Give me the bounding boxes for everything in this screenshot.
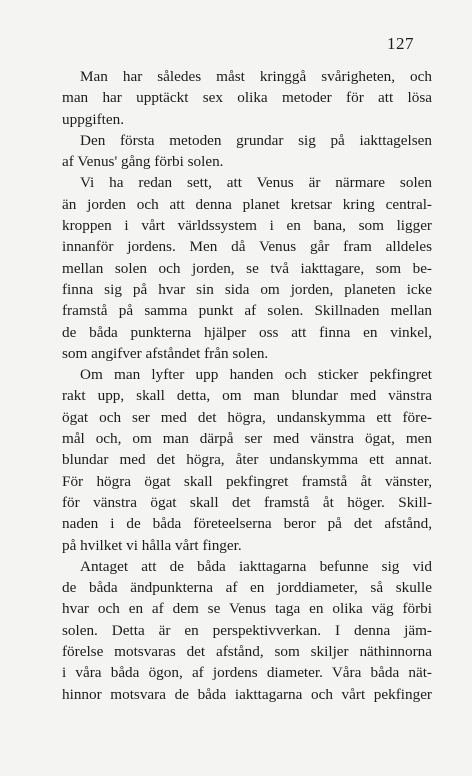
text-line: Om man lyfter upp handen och sticker pekfingret — [80, 366, 432, 384]
text-line: man har upptäckt sex olika metoder för att lösa — [62, 89, 432, 107]
text-line: uppgiften. — [62, 110, 125, 128]
text-line: förelse motsvaras det afstånd, som skiljer näthinnorna — [62, 643, 432, 661]
text-line: hvar och en af dem se Venus taga en olika väg förbi — [62, 600, 432, 618]
text-line: framstå på samma punkt af solen. Skillnaden mellan — [62, 302, 432, 320]
text-line: mål och, om man därpå ser med vänstra ögat, men — [62, 430, 432, 448]
text-line: ögat och ser med det högra, undanskymma ett före- — [62, 408, 432, 426]
text-line: Man har således måst kringgå svårigheten, och — [80, 68, 432, 85]
text-line: blundar med det högra, åter undanskymma ett annat. — [62, 451, 432, 469]
text-line: af Venus' gång förbi solen. — [62, 153, 224, 171]
text-line: innanför jordens. Men då Venus går fram alldeles — [62, 238, 432, 256]
text-line: För högra ögat skall pekfingret framstå åt vänster, — [62, 472, 432, 490]
text-line: de båda punkterna hjälper oss att finna en vinkel, — [62, 323, 432, 341]
text-line: Den första metoden grundar sig på iakttagelsen — [80, 131, 432, 149]
text-line: finna sig på hvar sin sida om jorden, planeten icke — [62, 280, 432, 298]
text-line: kroppen i vårt världssystem i en bana, som ligger — [62, 217, 432, 235]
text-line: för vänstra ögat skall det framstå åt höger. Skill- — [62, 493, 432, 511]
text-line: som angifver afståndet från solen. — [62, 344, 269, 362]
text-line: Antaget att de båda iakttagarna befunne sig vid — [80, 557, 432, 575]
text-line: än jorden och att denna planet kretsar kring central- — [62, 195, 432, 213]
text-line: solen. Detta är en perspektivverkan. I denna jäm- — [62, 621, 432, 639]
text-line: hinnor motsvara de båda iakttagarna och vårt pekfinger — [62, 685, 432, 703]
text-line: naden i de båda företeelserna beror på det afstånd, — [62, 515, 432, 533]
text-line: i våra båda ögon, af jordens diameter. Våra båda nät- — [62, 664, 432, 682]
body-text — [62, 66, 432, 705]
text-line: mellan solen och jorden, se två iakttagare, som be- — [62, 259, 432, 277]
page-number: 127 — [387, 34, 414, 53]
text-line: de båda ändpunkterna af en jorddiameter, så skulle — [62, 579, 432, 597]
text-line: rakt upp, skall detta, om man blundar med vänstra — [62, 387, 432, 405]
text-line: Vi ha redan sett, att Venus är närmare solen — [80, 174, 432, 192]
text-line: på hvilket vi hålla vårt finger. — [62, 536, 242, 554]
